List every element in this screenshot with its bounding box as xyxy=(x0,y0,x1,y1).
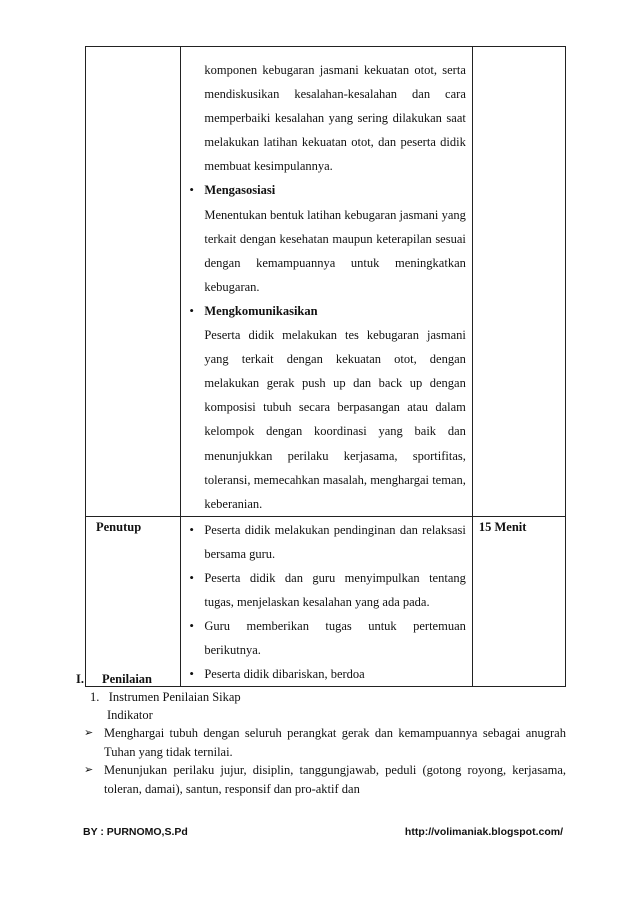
assessment-section xyxy=(76,670,566,798)
activity-text: Peserta didik melakukan tes kebugaran jasmani yang terkait dengan kekuatan otot, dengan melakukan gerak push up dan back up dengan komposisi tubuh secara berpasangan atau dalam kelompok dengan koordinasi yang baik dan menunjukkan perilaku kerjasama, sportifitas, toleransi, memecahkan masalah, menghargai teman, keberanian. xyxy=(204,328,466,511)
lesson-activities-table xyxy=(85,46,566,687)
closing-item: • Peserta didik dan guru menyimpulkan tentang tugas, menjelaskan kesalahan yang ada pada. xyxy=(181,566,466,614)
subsection-label: Indikator xyxy=(107,708,153,722)
activity-text: Menentukan bentuk latihan kebugaran jasmani yang terkait dengan kesehatan maupun keterapilan sesuai dengan kemampuannya untuk meningkatkan kebugaran. xyxy=(204,207,466,294)
activity-item-mengasosiasi xyxy=(181,178,466,298)
stage-label: Penutup xyxy=(96,519,142,534)
activity-cell xyxy=(181,47,473,517)
activity-paragraph: komponen kebugaran jasmani kekuatan otot, serta mendiskusikan kesalahan-kesalahan dan cara memperbaiki kesalahan yang sering dilakukan saat melakukan latihan kekuatan otot, dan peserta didik membuat kesimpulannya. xyxy=(204,63,466,174)
time-label: 15 Menit xyxy=(478,519,527,534)
section-number: I. xyxy=(76,672,84,686)
time-cell xyxy=(472,47,565,517)
table-row xyxy=(86,516,566,687)
footer-author: BY : PURNOMO,S.Pd xyxy=(83,826,188,838)
page-footer xyxy=(83,826,563,838)
indicator-item: ➢ Menunjukan perilaku jujur, disiplin, tanggungjawab, peduli (gotong royong, kerjasama, toleran, damai), santun, responsif dan pro-aktif dan xyxy=(82,761,566,798)
stage-cell xyxy=(86,47,181,517)
activity-item-mengkomunikasikan xyxy=(181,299,466,516)
footer-url: http://volimaniak.blogspot.com/ xyxy=(404,826,563,838)
subsection-title: 1. Instrumen Penilaian Sikap xyxy=(90,690,241,704)
stage-cell xyxy=(86,516,181,687)
table-row xyxy=(86,47,566,517)
time-cell xyxy=(472,516,565,687)
section-title: Penilaian xyxy=(102,672,153,686)
indicator-item: ➢ Menghargai tubuh dengan seluruh perangkat gerak dan kemampuannya sebagai anugrah Tuhan yang tidak ternilai. xyxy=(82,724,566,761)
activity-heading: • Mengasosiasi xyxy=(204,183,276,198)
closing-item: • Guru memberikan tugas untuk pertemuan berikutnya. xyxy=(181,614,466,662)
section-heading xyxy=(76,670,566,688)
activity-cell xyxy=(181,516,473,687)
subsection xyxy=(76,688,566,724)
closing-item: • Peserta didik dibariskan, berdoa xyxy=(181,662,466,686)
closing-item: • Peserta didik melakukan pendinginan dan relaksasi bersama guru. xyxy=(181,518,466,566)
activity-heading: • Mengkomunikasikan xyxy=(204,303,318,318)
